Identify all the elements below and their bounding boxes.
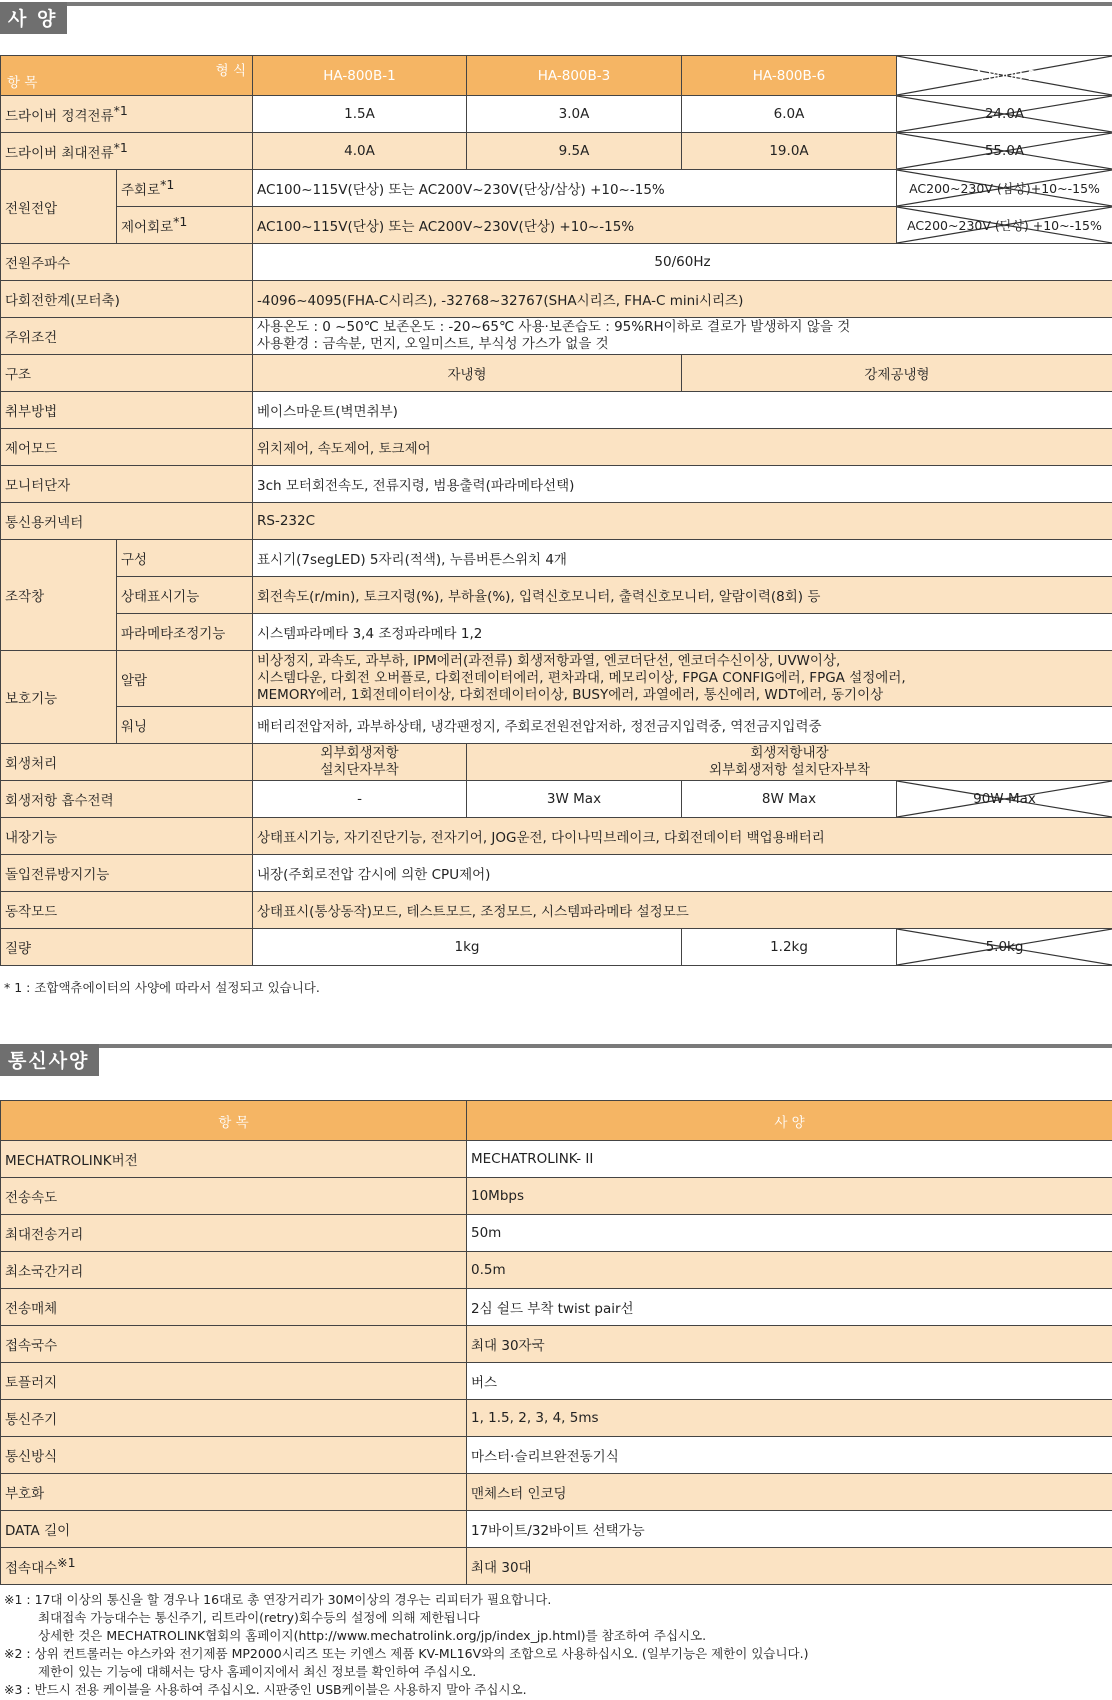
comm-section-title: 통신사양 bbox=[0, 1044, 99, 1076]
rated-current-1: 1.5A bbox=[253, 96, 467, 133]
spec-table bbox=[0, 55, 1112, 966]
comm-row-value: 1, 1.5, 2, 3, 4, 5ms bbox=[467, 1400, 1112, 1437]
comm-row bbox=[1, 1437, 1112, 1474]
comm-row-value: 마스터·슬리브완전동기식 bbox=[467, 1437, 1112, 1474]
comm-row bbox=[1, 1178, 1112, 1215]
weight-label: 질량 bbox=[1, 929, 253, 966]
comm-row bbox=[1, 1474, 1112, 1511]
comm-row bbox=[1, 1548, 1112, 1585]
regen-power-1: - bbox=[253, 781, 467, 818]
max-current-1: 4.0A bbox=[253, 133, 467, 170]
comm-row-value: 최대 30대 bbox=[467, 1548, 1112, 1585]
regeneration-label: 회생처리 bbox=[1, 744, 253, 781]
comm-row bbox=[1, 1511, 1112, 1548]
header-item-label: 항 목 bbox=[7, 75, 38, 91]
panel-config-label: 구성 bbox=[117, 540, 253, 577]
comm-row-value: 10Mbps bbox=[467, 1178, 1112, 1215]
regen-power-6: 8W Max bbox=[682, 781, 897, 818]
monitor-label: 모니터단자 bbox=[1, 466, 253, 503]
weight-1-3: 1kg bbox=[253, 929, 682, 966]
spec-header-bar bbox=[0, 2, 1112, 6]
comm-header-bar bbox=[0, 1044, 1112, 1048]
panel-param-value: 시스템파라메타 3,4 조정파라메타 1,2 bbox=[253, 614, 1112, 651]
comm-row-label: 토플러지 bbox=[1, 1363, 467, 1400]
protection-label: 보호기능 bbox=[1, 651, 117, 744]
power-voltage-label: 전원전압 bbox=[1, 170, 117, 244]
control-circuit-value: AC100~115V(단상) 또는 AC200V~230V(단상) +10~-15% bbox=[253, 207, 897, 244]
comm-row-label: 최대전송거리 bbox=[1, 1215, 467, 1252]
frequency-value: 50/60Hz bbox=[253, 244, 1112, 281]
comm-row bbox=[1, 1141, 1112, 1178]
weight-24: 5.0kg bbox=[897, 929, 1112, 966]
max-current-3: 9.5A bbox=[467, 133, 682, 170]
op-mode-label: 동작모드 bbox=[1, 892, 253, 929]
header-model-24-label: HA-800B-24 bbox=[963, 67, 1046, 84]
header-model-3: HA-800B-3 bbox=[467, 56, 682, 96]
inrush-label: 돌입전류방지기능 bbox=[1, 855, 253, 892]
regen-power-label: 회생저항 흡수전력 bbox=[1, 781, 253, 818]
rated-current-label: 드라이버 정격전류$^{*1}$ bbox=[1, 96, 253, 133]
structure-natural: 자냉형 bbox=[253, 355, 682, 392]
comm-row bbox=[1, 1289, 1112, 1326]
comm-note-4: ※2 : 상위 컨트롤러는 야스카와 전기제품 MP2000시리즈 또는 키엔스 제품 KV-ML16V와의 조합으로 사용하십시오. (일부기능은 제한이 있습니다.) bbox=[4, 1646, 809, 1661]
structure-forced: 강제공냉형 bbox=[682, 355, 1112, 392]
comm-row-label: 접속대수$^{※1}$ bbox=[1, 1548, 467, 1585]
comm-row-label: 통신주기 bbox=[1, 1400, 467, 1437]
op-mode-value: 상태표시(통상동작)모드, 테스트모드, 조정모드, 시스템파라메타 설정모드 bbox=[253, 892, 1112, 929]
multiturn-value: -4096~4095(FHA-C시리즈), -32768~32767(SHA시리즈, FHA-C mini시리즈) bbox=[253, 281, 1112, 318]
comm-note-1: ※1 : 17대 이상의 통신을 할 경우나 16대로 총 연장거리가 30M이상의 경우는 리피터가 필요합니다. bbox=[4, 1592, 552, 1607]
comm-row-label: 전송매체 bbox=[1, 1289, 467, 1326]
comm-row bbox=[1, 1252, 1112, 1289]
comm-row bbox=[1, 1363, 1112, 1400]
spec-section-title: 사 양 bbox=[0, 2, 67, 34]
comm-header-spec: 사 양 bbox=[467, 1101, 1112, 1141]
builtin-label: 내장기능 bbox=[1, 818, 253, 855]
spec-footnote: * 1 : 조합액츄에이터의 사양에 따라서 설정되고 있습니다. bbox=[4, 980, 320, 995]
control-mode-value: 위치제어, 속도제어, 토크제어 bbox=[253, 429, 1112, 466]
main-circuit-value-24: AC200~230V (삼상)+10~-15% bbox=[897, 170, 1112, 207]
comm-row-value: 최대 30자국 bbox=[467, 1326, 1112, 1363]
comm-row-value: MECHATROLINK- II bbox=[467, 1141, 1112, 1178]
header-model-6: HA-800B-6 bbox=[682, 56, 897, 96]
inrush-value: 내장(주회로전압 감시에 의한 CPU제어) bbox=[253, 855, 1112, 892]
alarm-label: 알람 bbox=[117, 651, 253, 707]
regeneration-internal: 회생저항내장 외부회생저항 설치단자부착 bbox=[467, 744, 1112, 781]
max-current-24: 55.0A bbox=[897, 133, 1112, 170]
alarm-value: 비상정지, 과속도, 과부하, IPM에러(과전류) 회생저항과열, 엔코더단선, 엔코더수신이상, UVW이상, 시스템다운, 다회전 오버플로, 다회전데이터에러, 편차과대, 메모리이상, FPGA CONFIG에러, FPGA 설정에러, MEMORY에러, 1회전데이터이상, 다회전데이터이상, BUSY에러, 과열에러, 통신에러, WDT에러, 동기이상 bbox=[253, 651, 1112, 707]
comm-row-value: 17바이트/32바이트 선택가능 bbox=[467, 1511, 1112, 1548]
comm-row-label: MECHATROLINK버전 bbox=[1, 1141, 467, 1178]
structure-label: 구조 bbox=[1, 355, 253, 392]
comm-row-value: 버스 bbox=[467, 1363, 1112, 1400]
operation-panel-label: 조작창 bbox=[1, 540, 117, 651]
rated-current-3: 3.0A bbox=[467, 96, 682, 133]
comm-row-value: 맨체스터 인코딩 bbox=[467, 1474, 1112, 1511]
header-corner bbox=[1, 56, 253, 96]
comm-row-label: 부호화 bbox=[1, 1474, 467, 1511]
comm-note-6: ※3 : 반드시 전용 케이블을 사용하여 주십시오. 시판중인 USB케이블은 사용하지 말아 주십시오. bbox=[4, 1682, 527, 1697]
panel-param-label: 파라메타조정기능 bbox=[117, 614, 253, 651]
header-model-24 bbox=[897, 56, 1112, 96]
comm-row-value: 0.5m bbox=[467, 1252, 1112, 1289]
comm-row-label: DATA 길이 bbox=[1, 1511, 467, 1548]
comm-row-value: 2심 쉴드 부착 twist pair선 bbox=[467, 1289, 1112, 1326]
warning-label: 워닝 bbox=[117, 707, 253, 744]
rated-current-6: 6.0A bbox=[682, 96, 897, 133]
comm-row-label: 접속국수 bbox=[1, 1326, 467, 1363]
mounting-value: 베이스마운트(벽면취부) bbox=[253, 392, 1112, 429]
regen-power-24: 90W Max bbox=[897, 781, 1112, 818]
comm-note-2: 최대접속 가능대수는 통신주기, 리트라이(retry)회수등의 설정에 의해 제한됩니다 bbox=[38, 1610, 480, 1625]
control-mode-label: 제어모드 bbox=[1, 429, 253, 466]
builtin-value: 상태표시기능, 자기진단기능, 전자기어, JOG운전, 다이나믹브레이크, 다회전데이터 백업용배터리 bbox=[253, 818, 1112, 855]
max-current-6: 19.0A bbox=[682, 133, 897, 170]
comm-row bbox=[1, 1215, 1112, 1252]
comm-header-item: 항 목 bbox=[1, 1101, 467, 1141]
control-circuit-value-24: AC200~230V (단상) +10~-15% bbox=[897, 207, 1112, 244]
main-circuit-label: 주회로$^{*1}$ bbox=[117, 170, 253, 207]
panel-status-label: 상태표시기능 bbox=[117, 577, 253, 614]
comm-row bbox=[1, 1400, 1112, 1437]
header-type-label: 형 식 bbox=[215, 63, 246, 79]
control-circuit-label: 제어회로$^{*1}$ bbox=[117, 207, 253, 244]
weight-6: 1.2kg bbox=[682, 929, 897, 966]
rated-current-24: 24.0A bbox=[897, 96, 1112, 133]
main-circuit-value: AC100~115V(단상) 또는 AC200V~230V(단상/삼상) +10~-15% bbox=[253, 170, 897, 207]
panel-config-value: 표시기(7segLED) 5자리(적색), 누름버튼스위치 4개 bbox=[253, 540, 1112, 577]
comm-table bbox=[0, 1100, 1112, 1585]
comm-row bbox=[1, 1326, 1112, 1363]
panel-status-value: 회전속도(r/min), 토크지령(%), 부하율(%), 입력신호모니터, 출력신호모니터, 알람이력(8회) 등 bbox=[253, 577, 1112, 614]
comm-connector-label: 통신용커넥터 bbox=[1, 503, 253, 540]
comm-note-3: 상세한 것은 MECHATROLINK협회의 홈페이지(http://www.mechatrolink.org/jp/index_jp.html)를 참조하여 주십시오. bbox=[38, 1628, 707, 1643]
regeneration-external: 외부회생저항 설치단자부착 bbox=[253, 744, 467, 781]
comm-note-5: 제한이 있는 기능에 대해서는 당사 홈페이지에서 최신 정보를 확인하여 주십시오. bbox=[38, 1664, 477, 1679]
regen-power-3: 3W Max bbox=[467, 781, 682, 818]
comm-row-label: 통신방식 bbox=[1, 1437, 467, 1474]
comm-row-label: 전송속도 bbox=[1, 1178, 467, 1215]
max-current-label: 드라이버 최대전류$^{*1}$ bbox=[1, 133, 253, 170]
header-model-1: HA-800B-1 bbox=[253, 56, 467, 96]
environment-label: 주위조건 bbox=[1, 318, 253, 355]
comm-connector-value: RS-232C bbox=[253, 503, 1112, 540]
environment-value: 사용온도 : 0 ~50℃ 보존온도 : -20~65℃ 사용·보존습도 : 95%RH이하로 결로가 발생하지 않을 것 사용환경 : 금속분, 먼지, 오일미스트, 부식성 가스가 없을 것 bbox=[253, 318, 1112, 355]
multiturn-label: 다회전한계(모터축) bbox=[1, 281, 253, 318]
frequency-label: 전원주파수 bbox=[1, 244, 253, 281]
comm-row-value: 50m bbox=[467, 1215, 1112, 1252]
warning-value: 배터리전압저하, 과부하상태, 냉각팬정지, 주회로전원전압저하, 정전금지입력중, 역전금지입력중 bbox=[253, 707, 1112, 744]
comm-row-label: 최소국간거리 bbox=[1, 1252, 467, 1289]
mounting-label: 취부방법 bbox=[1, 392, 253, 429]
monitor-value: 3ch 모터회전속도, 전류지령, 범용출력(파라메타선택) bbox=[253, 466, 1112, 503]
